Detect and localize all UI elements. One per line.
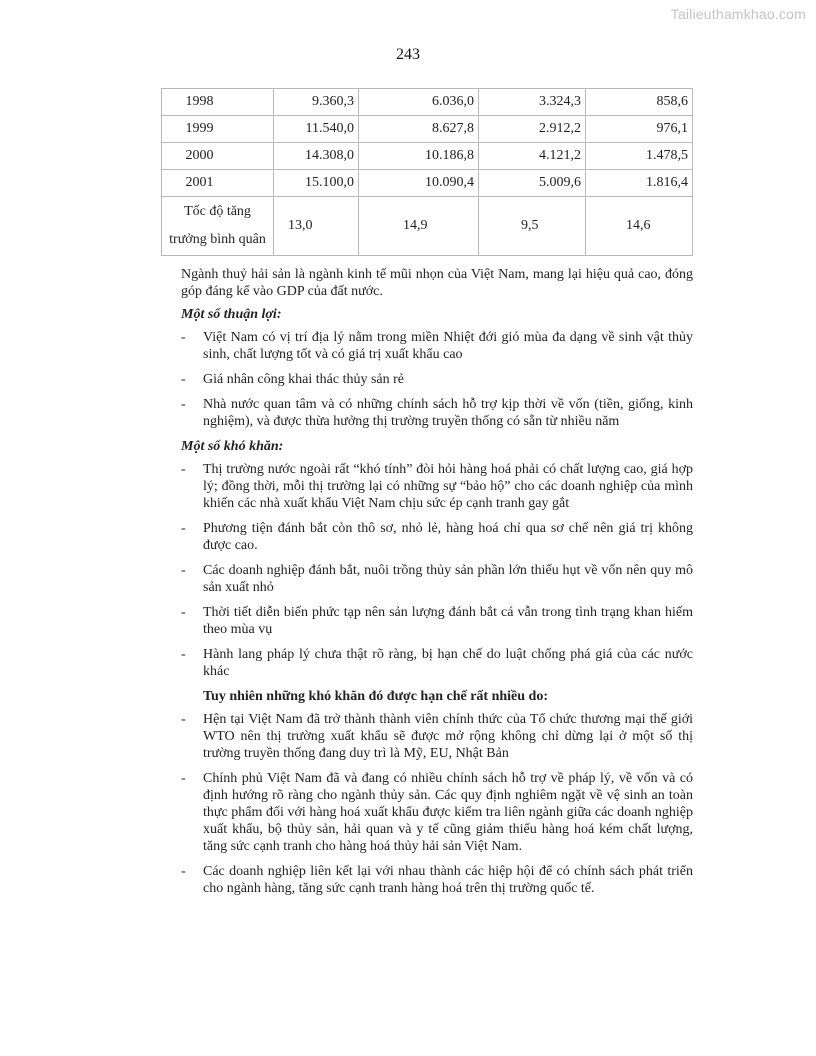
value-cell: 2.912,2 — [479, 116, 586, 143]
list-item-text: Phương tiện đánh bắt còn thô sơ, nhỏ lẻ, hàng hoá chỉ qua sơ chế nên giá trị không được cao. — [203, 521, 693, 553]
list-item — [181, 604, 693, 638]
advantages-heading: Một số thuận lợi: — [181, 307, 282, 322]
summary-label-line1: Tốc độ tăng — [184, 204, 251, 219]
dash-marker: - — [181, 647, 186, 662]
list-item-text: Hành lang pháp lý chưa thật rõ ràng, bị hạn chế do luật chống phá giá của các nước khác — [203, 647, 693, 679]
summary-label-line2: trưởng bình quân — [169, 232, 266, 247]
list-item — [181, 646, 693, 680]
summary-value-cell: 9,5 — [479, 197, 586, 256]
value-cell: 9.360,3 — [274, 89, 359, 116]
value-cell: 858,6 — [586, 89, 693, 116]
value-cell: 5.009,6 — [479, 170, 586, 197]
list-item — [181, 711, 693, 762]
list-item-text: Việt Nam có vị trí địa lý nằm trong miền Nhiệt đới gió mùa đa dạng về sinh vật thủy sinh, chất lượng tốt và có giá trị xuất khẩu cao — [203, 330, 693, 362]
table-row — [162, 89, 693, 116]
list-item — [181, 329, 693, 363]
year-cell: 1998 — [162, 89, 274, 116]
value-cell: 1.478,5 — [586, 143, 693, 170]
dash-marker: - — [181, 521, 186, 536]
value-cell: 4.121,2 — [479, 143, 586, 170]
list-item — [181, 371, 693, 388]
dash-marker: - — [181, 372, 186, 387]
list-item — [181, 562, 693, 596]
list-item — [181, 461, 693, 512]
list-item-text: Hện tại Việt Nam đã trở thành thành viên chính thức của Tổ chức thương mại thế giới WTO nên thị trường xuất khẩu sẽ được mở rộng không chỉ dừng lại ở một số thị trường truyền thống đang duy trì là Mỹ, EU, Nhật Bản — [203, 712, 693, 761]
dash-marker: - — [181, 462, 186, 477]
year-cell: 2000 — [162, 143, 274, 170]
list-item — [181, 863, 693, 897]
value-cell: 10.090,4 — [359, 170, 479, 197]
summary-row — [162, 197, 693, 256]
year-cell: 2001 — [162, 170, 274, 197]
dash-marker: - — [181, 330, 186, 345]
value-cell: 10.186,8 — [359, 143, 479, 170]
watermark-text: Tailieuthamkhao.com — [670, 6, 806, 22]
value-cell: 3.324,3 — [479, 89, 586, 116]
year-cell: 1999 — [162, 116, 274, 143]
value-cell: 1.816,4 — [586, 170, 693, 197]
list-item-text: Chính phủ Việt Nam đã và đang có nhiều chính sách hỗ trợ về pháp lý, về vốn và có định hướng rõ ràng cho ngành thủy sản. Các quy định nghiêm ngặt về vệ sinh an toàn thực phẩm đối với hàng hoá xuất khẩu được kiểm tra liên ngành giữa các doanh nghiệp xuất khẩu, bộ thủy sản, hải quan và y tế cũng giảm thiểu hàng hoá kém chất lượng, tăng sức cạnh tranh cho hàng hoá thủy hải sản Việt Nam. — [203, 771, 693, 854]
summary-value-cell: 14,9 — [359, 197, 479, 256]
value-cell: 14.308,0 — [274, 143, 359, 170]
list-item — [181, 396, 693, 430]
list-item-text: Thời tiết diễn biến phức tạp nên sản lượng đánh bắt cá vẫn trong tình trạng khan hiếm theo mùa vụ — [203, 605, 693, 637]
list-item — [181, 770, 693, 855]
summary-value-cell: 14,6 — [586, 197, 693, 256]
dash-marker: - — [181, 563, 186, 578]
list-item-text: Giá nhân công khai thác thủy sản rẻ — [203, 372, 404, 387]
table-row — [162, 143, 693, 170]
body-text — [181, 266, 693, 905]
mitigation-heading: Tuy nhiên những khó khăn đó được hạn chế rất nhiều do: — [203, 689, 549, 704]
difficulties-heading: Một số khó khăn: — [181, 439, 284, 454]
value-cell: 11.540,0 — [274, 116, 359, 143]
value-cell: 6.036,0 — [359, 89, 479, 116]
table-row — [162, 116, 693, 143]
intro-paragraph: Ngành thuỷ hải sản là ngành kinh tế mũi nhọn của Việt Nam, mang lại hiệu quả cao, đóng góp đáng kể vào GDP của đất nước. — [181, 267, 693, 299]
statistics-table — [161, 88, 693, 256]
list-item-text: Các doanh nghiệp đánh bắt, nuôi trồng thủy sản phần lớn thiếu hụt về vốn nên quy mô sản xuất nhỏ — [203, 563, 693, 595]
value-cell: 8.627,8 — [359, 116, 479, 143]
summary-label-cell — [162, 197, 274, 256]
page-number: 243 — [396, 46, 420, 63]
summary-value-cell: 13,0 — [274, 197, 359, 256]
table-row — [162, 170, 693, 197]
dash-marker: - — [181, 397, 186, 412]
list-item-text: Thị trường nước ngoài rất “khó tính” đòi hỏi hàng hoá phải có chất lượng cao, giá hợp lý; đồng thời, mỗi thị trường lại có những sự “bảo hộ” cho các doanh nghiệp của mình khiến các nhà xuất khẩu Việt Nam chịu sức ép cạnh tranh gay gắt — [203, 462, 693, 511]
list-item-text: Nhà nước quan tâm và có những chính sách hỗ trợ kịp thời về vốn (tiền, giống, kinh nghiệm), và được thừa hưởng thị trường truyền thống có sẵn từ nhiều năm — [203, 397, 693, 429]
dash-marker: - — [181, 605, 186, 620]
list-item — [181, 520, 693, 554]
list-item-text: Các doanh nghiệp liên kết lại với nhau thành các hiệp hội để có chính sách phát triển cho ngành hàng, tăng sức cạnh tranh hàng hoá trên thị trường quốc tế. — [203, 864, 693, 896]
dash-marker: - — [181, 864, 186, 879]
value-cell: 976,1 — [586, 116, 693, 143]
dash-marker: - — [181, 771, 186, 786]
value-cell: 15.100,0 — [274, 170, 359, 197]
dash-marker: - — [181, 712, 186, 727]
